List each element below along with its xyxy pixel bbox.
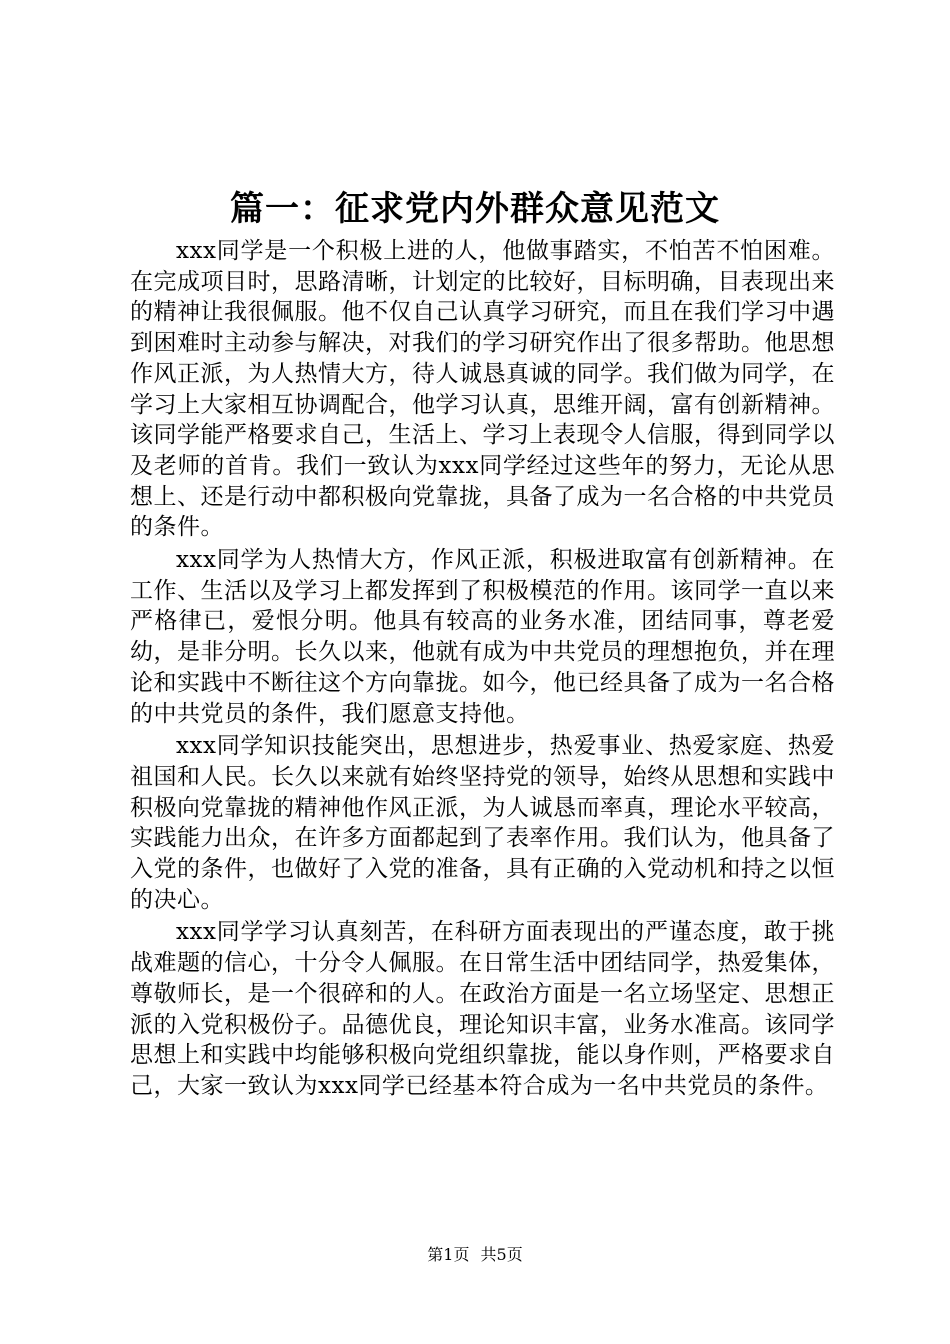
paragraph-1: xxx同学是一个积极上进的人，他做事踏实，不怕苦不怕困难。在完成项目时，思路清晰，计划定的比较好，目标明确，目表现出来的精神让我很佩服。他不仅自己认真学习研究，而且在我们学习中遇到困难时主动参与解决，对我们的学习研究作出了很多帮助。他思想作风正派，为人热情大方，待人诚恳真诚的同学。我们做为同学，在学习上大家相互协调配合，他学习认真，思维开阔，富有创新精神。该同学能严格要求自己，生活上、学习上表现令人信服，得到同学以及老师的首肯。我们一致认为xxx同学经过这些年的努力，无论从思想上、还是行动中都积极向党靠拢，具备了成为一名合格的中共党员的条件。 bbox=[130, 238, 835, 541]
page-number-total: 共5页 bbox=[480, 1245, 523, 1264]
paragraph-2: xxx同学为人热情大方，作风正派，积极进取富有创新精神。在工作、生活以及学习上都发挥到了积极模范的作用。该同学一直以来严格律已，爱恨分明。他具有较高的业务水准，团结同事，尊老爱幼，是非分明。长久以来，他就有成为中共党员的理想抱负，并在理论和实践中不断往这个方向靠拢。如今，他已经具备了成为一名合格的中共党员的条件，我们愿意支持他。 bbox=[130, 547, 835, 727]
page-footer bbox=[0, 1244, 950, 1266]
document-body bbox=[130, 236, 835, 1104]
paragraph-4: xxx同学学习认真刻苦，在科研方面表现出的严谨态度，敢于挑战难题的信心，十分令人佩服。在日常生活中团结同学，热爱集体，尊敬师长，是一个很碎和的人。在政治方面是一名立场坚定、思想正派的入党积极份子。品德优良，理论知识丰富，业务水准高。该同学思想上和实践中均能够积极向党组织靠拢，能以身作则，严格要求自己，大家一致认为xxx同学已经基本符合成为一名中共党员的条件。 bbox=[130, 919, 835, 1099]
page-number-current: 第1页 bbox=[427, 1245, 470, 1264]
paragraph-3: xxx同学知识技能突出，思想进步，热爱事业、热爱家庭、热爱祖国和人民。长久以来就有始终坚持党的领导，始终从思想和实践中积极向党靠拢的精神他作风正派，为人诚恳而率真，理论水平较高，实践能力出众，在许多方面都起到了表率作用。我们认为，他具备了入党的条件，也做好了入党的准备，具有正确的入党动机和持之以恒的决心。 bbox=[130, 733, 835, 913]
document-title: 篇一：征求党内外群众意见范文 bbox=[230, 189, 720, 229]
